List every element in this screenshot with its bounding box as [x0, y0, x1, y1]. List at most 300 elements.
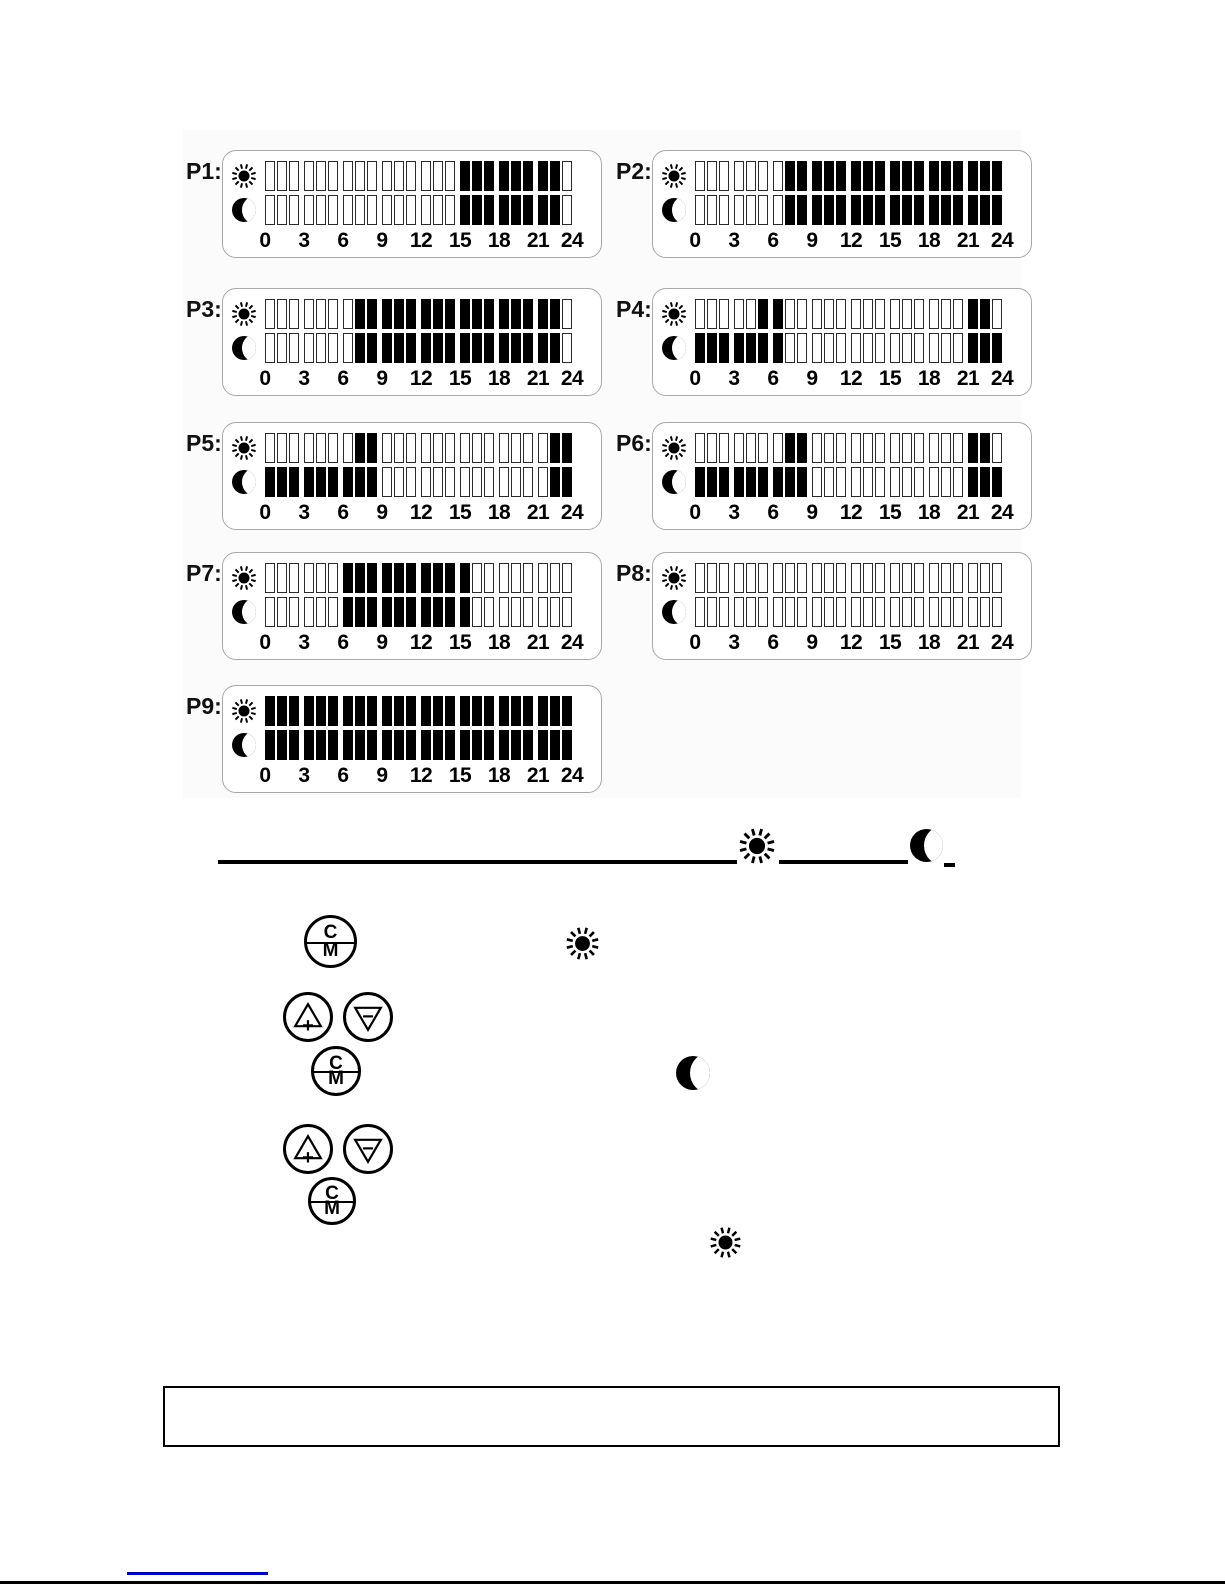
hour-segment-group — [773, 161, 807, 191]
hour-segment — [538, 730, 548, 760]
hour-segment-group — [695, 195, 729, 225]
icon-cell — [231, 301, 257, 327]
hyperlink-underline[interactable] — [127, 1572, 268, 1575]
icon-cell — [661, 336, 687, 360]
axis-tick: 6 — [337, 764, 349, 787]
lcd-panel — [652, 150, 1032, 258]
hour-segment — [968, 563, 978, 593]
hour-segment — [773, 597, 783, 627]
sun-icon — [661, 301, 687, 327]
hour-segment — [851, 161, 861, 191]
hour-segment-group — [343, 161, 377, 191]
hour-segment — [941, 433, 951, 463]
blank-underline — [779, 860, 908, 864]
hour-segment-group — [890, 161, 924, 191]
cm-button — [311, 1046, 361, 1096]
hour-segment — [746, 597, 756, 627]
hour-segment — [499, 161, 509, 191]
hour-segments — [265, 696, 572, 726]
cm-label-c: C — [323, 922, 338, 943]
axis-tick: 3 — [298, 631, 310, 654]
hour-segment — [511, 195, 521, 225]
hour-segment — [980, 563, 990, 593]
hour-segment — [929, 467, 939, 497]
axis-tick: 18 — [487, 367, 511, 390]
axis-tick: 18 — [917, 501, 941, 524]
hour-segment — [367, 563, 377, 593]
axis-tick: 24 — [560, 764, 584, 787]
hour-segment-group — [421, 696, 455, 726]
hour-segment — [394, 433, 404, 463]
program-row-moon — [661, 333, 1023, 363]
hour-segment — [472, 696, 482, 726]
hour-segment — [914, 161, 924, 191]
hour-segments — [265, 161, 572, 191]
hour-segment — [929, 195, 939, 225]
hour-segment — [992, 563, 1002, 593]
hour-segment — [511, 597, 521, 627]
icon-cell — [661, 600, 687, 624]
axis-tick: 15 — [448, 764, 472, 787]
program-row-moon — [661, 467, 1023, 497]
hour-segment — [316, 597, 326, 627]
hour-segment — [875, 161, 885, 191]
hour-segment — [707, 433, 717, 463]
hour-segment — [433, 696, 443, 726]
hour-segment — [382, 333, 392, 363]
hour-segment-group — [265, 597, 299, 627]
hour-segment-group — [734, 333, 768, 363]
program-row-sun — [231, 696, 593, 726]
hour-segment-group — [265, 195, 299, 225]
hour-segment — [472, 299, 482, 329]
hour-segment — [445, 433, 455, 463]
moon-icon — [232, 470, 256, 494]
hour-segment — [394, 195, 404, 225]
hour-segment — [836, 433, 846, 463]
hour-segment — [734, 597, 744, 627]
hour-segment-group — [695, 333, 729, 363]
axis-tick: 6 — [337, 501, 349, 524]
program-row-moon — [661, 597, 1023, 627]
hour-segment — [953, 161, 963, 191]
hour-segment-group — [460, 696, 494, 726]
axis-tick: 24 — [560, 631, 584, 654]
hour-segment — [406, 299, 416, 329]
hour-segment — [328, 195, 338, 225]
axis-tick: 3 — [298, 367, 310, 390]
hour-segment-group — [382, 696, 416, 726]
hour-segment — [355, 299, 365, 329]
program-label: P7: — [186, 560, 222, 586]
hour-segment-group — [499, 696, 533, 726]
hour-segment-group — [929, 195, 963, 225]
hour-segment-group — [734, 195, 768, 225]
axis-tick: 0 — [259, 229, 271, 252]
hour-segment-group — [421, 563, 455, 593]
hour-segment-group — [343, 333, 377, 363]
hour-segment — [929, 161, 939, 191]
hour-segment-group — [421, 597, 455, 627]
program-p4 — [616, 288, 1032, 396]
hour-segment — [460, 563, 470, 593]
sun-icon — [565, 926, 600, 961]
hour-segment — [343, 563, 353, 593]
hour-segment — [445, 696, 455, 726]
hour-segment — [289, 333, 299, 363]
hour-segment — [523, 597, 533, 627]
hour-segment-group — [265, 433, 299, 463]
hour-segment — [734, 299, 744, 329]
hour-segment — [941, 467, 951, 497]
program-row-sun — [231, 563, 593, 593]
hour-segment — [538, 161, 548, 191]
moon-icon — [232, 733, 256, 757]
hour-segment — [382, 563, 392, 593]
hour-segment — [265, 597, 275, 627]
axis-tick: 15 — [448, 367, 472, 390]
hour-segment — [316, 333, 326, 363]
hour-segment-group — [382, 195, 416, 225]
program-label: P5: — [186, 430, 222, 456]
hour-segment-group — [851, 597, 885, 627]
hour-segment — [785, 161, 795, 191]
plus-button — [283, 1124, 333, 1174]
hour-segment — [992, 195, 1002, 225]
hour-segment-group — [929, 433, 963, 463]
axis-tick: 0 — [689, 631, 701, 654]
hour-segment — [719, 563, 729, 593]
hour-segment-group — [499, 299, 533, 329]
program-row-moon — [231, 333, 593, 363]
axis-tick: 18 — [917, 367, 941, 390]
hour-axis — [259, 631, 584, 655]
sun-icon — [709, 1226, 742, 1259]
hour-segment — [394, 563, 404, 593]
hour-segment — [523, 730, 533, 760]
hour-axis — [259, 367, 584, 391]
hour-segment — [511, 433, 521, 463]
hour-segment — [758, 161, 768, 191]
moon-icon — [910, 829, 943, 862]
hour-segment-group — [343, 730, 377, 760]
sun-icon — [231, 301, 257, 327]
hour-segment — [382, 467, 392, 497]
hour-segment — [550, 299, 560, 329]
hour-segment-group — [265, 161, 299, 191]
hour-segment — [550, 597, 560, 627]
hour-segment — [484, 299, 494, 329]
hour-segment — [797, 161, 807, 191]
hour-segment — [445, 333, 455, 363]
hour-segment — [875, 195, 885, 225]
program-label: P1: — [186, 158, 222, 184]
hour-segment — [289, 433, 299, 463]
hour-segment — [304, 730, 314, 760]
hour-segment — [277, 563, 287, 593]
icon-cell — [661, 470, 687, 494]
hour-segment — [562, 696, 572, 726]
hour-segment — [773, 161, 783, 191]
hour-segment — [902, 299, 912, 329]
hour-segment — [445, 161, 455, 191]
hour-segment — [550, 161, 560, 191]
hour-segment-group — [343, 563, 377, 593]
hour-segment-group — [538, 696, 572, 726]
hour-segment — [929, 563, 939, 593]
hour-segment-group — [382, 299, 416, 329]
hour-segment — [277, 161, 287, 191]
hour-segment — [719, 467, 729, 497]
program-p9 — [186, 685, 602, 793]
hour-segment — [863, 597, 873, 627]
hour-segment — [433, 597, 443, 627]
hour-segments — [695, 333, 1002, 363]
axis-tick: 18 — [487, 229, 511, 252]
icon-cell — [231, 733, 257, 757]
sun-icon — [231, 435, 257, 461]
lcd-panel — [222, 150, 602, 258]
hour-segment — [328, 563, 338, 593]
hour-segment-group — [968, 433, 1002, 463]
hour-segment — [433, 563, 443, 593]
axis-tick: 9 — [806, 229, 818, 252]
hour-segment — [562, 563, 572, 593]
hour-segment — [265, 730, 275, 760]
hour-segment-group — [851, 433, 885, 463]
hour-segment-group — [695, 563, 729, 593]
hour-segment — [914, 433, 924, 463]
hour-segment — [484, 195, 494, 225]
hour-segment — [394, 161, 404, 191]
hour-segment — [355, 467, 365, 497]
hour-segment — [875, 467, 885, 497]
hour-segment-group — [304, 333, 338, 363]
hour-segment-group — [812, 467, 846, 497]
hour-segment — [433, 730, 443, 760]
hour-segment — [785, 433, 795, 463]
hour-segment — [328, 161, 338, 191]
hour-segment-group — [460, 333, 494, 363]
hour-segment — [538, 433, 548, 463]
hour-segment — [695, 333, 705, 363]
hour-segment-group — [382, 161, 416, 191]
hour-segment — [472, 467, 482, 497]
hour-axis — [689, 631, 1014, 655]
minus-button — [343, 992, 393, 1042]
hour-segment — [719, 433, 729, 463]
hour-segment — [355, 597, 365, 627]
axis-tick: 21 — [526, 501, 550, 524]
hour-segment — [890, 195, 900, 225]
hour-segment-group — [343, 467, 377, 497]
hour-segment — [941, 299, 951, 329]
hour-segment — [421, 730, 431, 760]
hour-segment — [758, 299, 768, 329]
cm-label-m: M — [322, 940, 339, 961]
axis-tick: 15 — [878, 229, 902, 252]
hour-segment-group — [304, 563, 338, 593]
hour-segment — [382, 195, 392, 225]
hour-segment — [929, 597, 939, 627]
program-p2 — [616, 150, 1032, 258]
hour-segment — [719, 333, 729, 363]
program-row-sun — [661, 563, 1023, 593]
program-p3 — [186, 288, 602, 396]
hour-segment — [968, 195, 978, 225]
hour-segment — [382, 433, 392, 463]
hour-segment-group — [499, 467, 533, 497]
hour-segment — [968, 467, 978, 497]
hour-segment — [484, 696, 494, 726]
hour-segment — [265, 333, 275, 363]
cm-label-m: M — [328, 1068, 344, 1089]
axis-tick: 12 — [839, 631, 863, 654]
lcd-panel — [222, 422, 602, 530]
hour-segment — [695, 161, 705, 191]
hour-segment-group — [851, 195, 885, 225]
hour-segment-group — [382, 597, 416, 627]
hour-segment-group — [421, 333, 455, 363]
hour-segment-group — [304, 161, 338, 191]
program-row-sun — [231, 299, 593, 329]
hour-segment-group — [538, 299, 572, 329]
moon-icon — [662, 198, 686, 222]
hour-segment — [460, 195, 470, 225]
hour-segment-group — [929, 161, 963, 191]
hour-segment-group — [382, 563, 416, 593]
axis-tick: 24 — [990, 631, 1014, 654]
hour-segment — [460, 467, 470, 497]
hour-segment — [953, 597, 963, 627]
hour-segment — [343, 467, 353, 497]
hour-segment — [785, 333, 795, 363]
axis-tick: 9 — [376, 501, 388, 524]
hour-segments — [695, 467, 1002, 497]
hour-segment — [914, 333, 924, 363]
hour-segment — [875, 299, 885, 329]
hour-segment — [460, 433, 470, 463]
hour-segment — [265, 696, 275, 726]
hour-segment — [367, 696, 377, 726]
icon-cell — [661, 565, 687, 591]
hour-segment — [265, 433, 275, 463]
hour-segment — [523, 195, 533, 225]
hour-segment — [746, 333, 756, 363]
hour-segment — [265, 195, 275, 225]
hour-segment-group — [890, 467, 924, 497]
hour-segment — [445, 563, 455, 593]
icon-cell — [661, 301, 687, 327]
hour-segment-group — [538, 433, 572, 463]
hour-segment — [695, 597, 705, 627]
hour-segment — [812, 563, 822, 593]
hour-segment-group — [304, 597, 338, 627]
hour-segment-group — [265, 299, 299, 329]
hour-segment-group — [499, 597, 533, 627]
hour-segment — [941, 195, 951, 225]
hour-segment-group — [343, 299, 377, 329]
hour-segment — [406, 563, 416, 593]
hour-segment — [484, 333, 494, 363]
icon-cell — [231, 470, 257, 494]
hour-segment-group — [538, 597, 572, 627]
hour-segment — [499, 730, 509, 760]
hour-segment — [758, 467, 768, 497]
hour-segment-group — [538, 467, 572, 497]
hour-segment — [562, 597, 572, 627]
hour-segment — [472, 333, 482, 363]
axis-tick: 3 — [728, 631, 740, 654]
hour-segment-group — [265, 563, 299, 593]
hour-segment-group — [460, 563, 494, 593]
hour-segment — [445, 730, 455, 760]
hour-segment — [328, 333, 338, 363]
hour-segment — [394, 730, 404, 760]
hour-segment — [394, 333, 404, 363]
hour-segment — [277, 597, 287, 627]
lcd-panel — [652, 422, 1032, 530]
hour-segment-group — [968, 161, 1002, 191]
hour-segment — [304, 467, 314, 497]
hour-segment — [562, 467, 572, 497]
hour-segment — [785, 299, 795, 329]
program-p6 — [616, 422, 1032, 530]
axis-tick: 24 — [560, 229, 584, 252]
hour-segment — [719, 299, 729, 329]
hour-segment — [445, 467, 455, 497]
hour-segment — [824, 467, 834, 497]
hour-segment-group — [343, 195, 377, 225]
hour-segment — [836, 597, 846, 627]
program-row-moon — [661, 195, 1023, 225]
hour-segment — [499, 299, 509, 329]
axis-tick: 0 — [259, 367, 271, 390]
hour-segment — [992, 433, 1002, 463]
hour-segment-group — [382, 730, 416, 760]
hour-segment-group — [968, 597, 1002, 627]
hour-segment — [343, 299, 353, 329]
hour-segment — [343, 195, 353, 225]
hour-segment-group — [304, 433, 338, 463]
hour-segment — [538, 195, 548, 225]
hour-segment — [367, 195, 377, 225]
hour-segment-group — [343, 696, 377, 726]
hour-segment-group — [421, 299, 455, 329]
axis-tick: 6 — [767, 501, 779, 524]
hour-segment — [812, 161, 822, 191]
axis-tick: 0 — [259, 501, 271, 524]
axis-tick: 15 — [448, 501, 472, 524]
moon-icon — [232, 600, 256, 624]
hour-segment — [797, 195, 807, 225]
hour-segment — [812, 433, 822, 463]
program-row-moon — [231, 467, 593, 497]
hour-segment — [797, 333, 807, 363]
icon-cell — [661, 198, 687, 222]
hour-segment — [355, 195, 365, 225]
cm-button — [304, 915, 357, 968]
plus-sign: + — [302, 1147, 314, 1169]
hour-segments — [695, 433, 1002, 463]
hour-segment — [289, 161, 299, 191]
hour-segment — [406, 597, 416, 627]
hour-segment-group — [499, 730, 533, 760]
hour-segments — [695, 597, 1002, 627]
hour-segment — [836, 299, 846, 329]
hour-segment — [797, 433, 807, 463]
hour-segment — [472, 597, 482, 627]
